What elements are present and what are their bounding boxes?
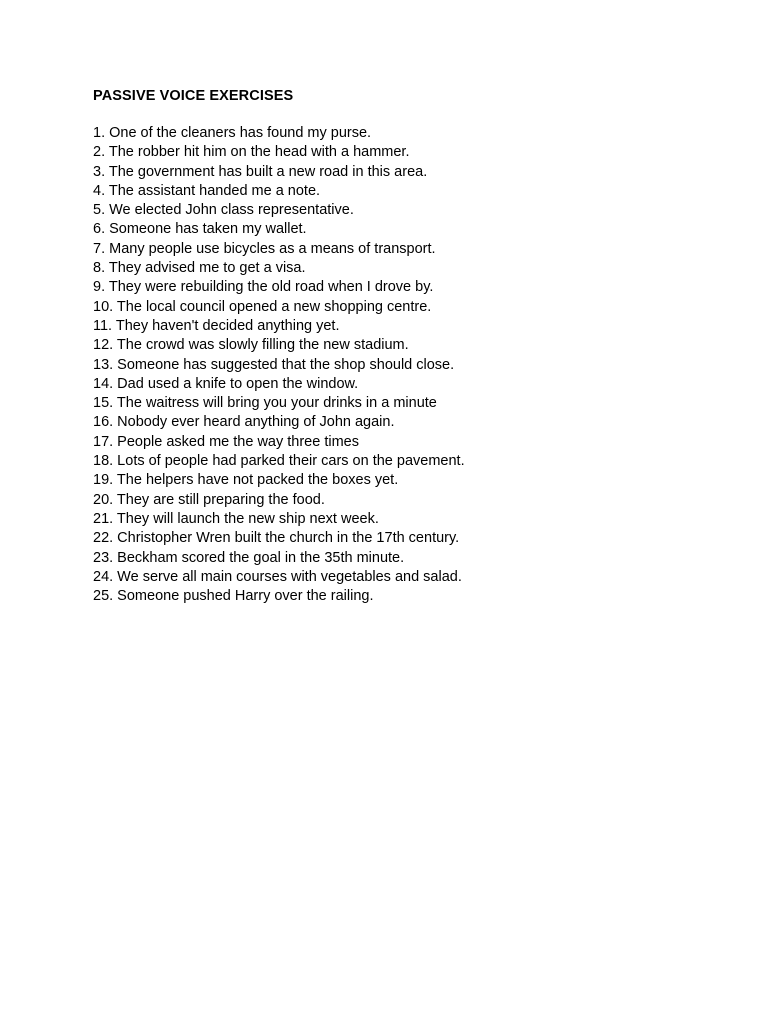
exercise-item-21: 21. They will launch the new ship next week.: [93, 510, 379, 527]
document-title: PASSIVE VOICE EXERCISES: [93, 88, 294, 104]
exercise-item-2: 2. The robber hit him on the head with a hammer.: [93, 144, 410, 161]
exercise-item-3: 3. The government has built a new road in this area.: [93, 163, 428, 180]
exercise-item-8: 8. They advised me to get a visa.: [93, 260, 306, 277]
exercise-item-12: 12. The crowd was slowly filling the new stadium.: [93, 337, 409, 354]
document-content: [93, 87, 713, 606]
exercise-item-15: 15. The waitress will bring you your drinks in a minute: [93, 395, 437, 412]
exercise-item-19: 19. The helpers have not packed the boxes yet.: [93, 472, 399, 489]
exercise-item-23: 23. Beckham scored the goal in the 35th minute.: [93, 549, 405, 566]
exercise-item-17: 17. People asked me the way three times: [93, 433, 359, 450]
exercise-list: [93, 124, 713, 606]
exercise-item-1: 1. One of the cleaners has found my purse.: [93, 125, 372, 141]
exercise-item-7: 7. Many people use bicycles as a means of transport.: [93, 240, 436, 257]
exercise-item-10: 10. The local council opened a new shopping centre.: [93, 298, 432, 315]
exercise-item-6: 6. Someone has taken my wallet.: [93, 221, 307, 238]
exercise-item-20: 20. They are still preparing the food.: [93, 491, 325, 508]
exercise-item-13: 13. Someone has suggested that the shop should close.: [93, 356, 455, 373]
exercise-item-22: 22. Christopher Wren built the church in the 17th century.: [93, 530, 460, 547]
exercise-item-24: 24. We serve all main courses with vegetables and salad.: [93, 568, 462, 585]
exercise-item-25: 25. Someone pushed Harry over the railing.: [93, 588, 374, 605]
exercise-item-9: 9. They were rebuilding the old road when I drove by.: [93, 279, 434, 296]
exercise-item-16: 16. Nobody ever heard anything of John again.: [93, 414, 395, 431]
exercise-item-14: 14. Dad used a knife to open the window.: [93, 375, 359, 392]
exercise-item-11: 11. They haven't decided anything yet.: [93, 317, 340, 334]
exercise-item-4: 4. The assistant handed me a note.: [93, 182, 321, 199]
exercise-item-18: 18. Lots of people had parked their cars on the pavement.: [93, 453, 465, 470]
exercise-item-5: 5. We elected John class representative.: [93, 202, 354, 219]
